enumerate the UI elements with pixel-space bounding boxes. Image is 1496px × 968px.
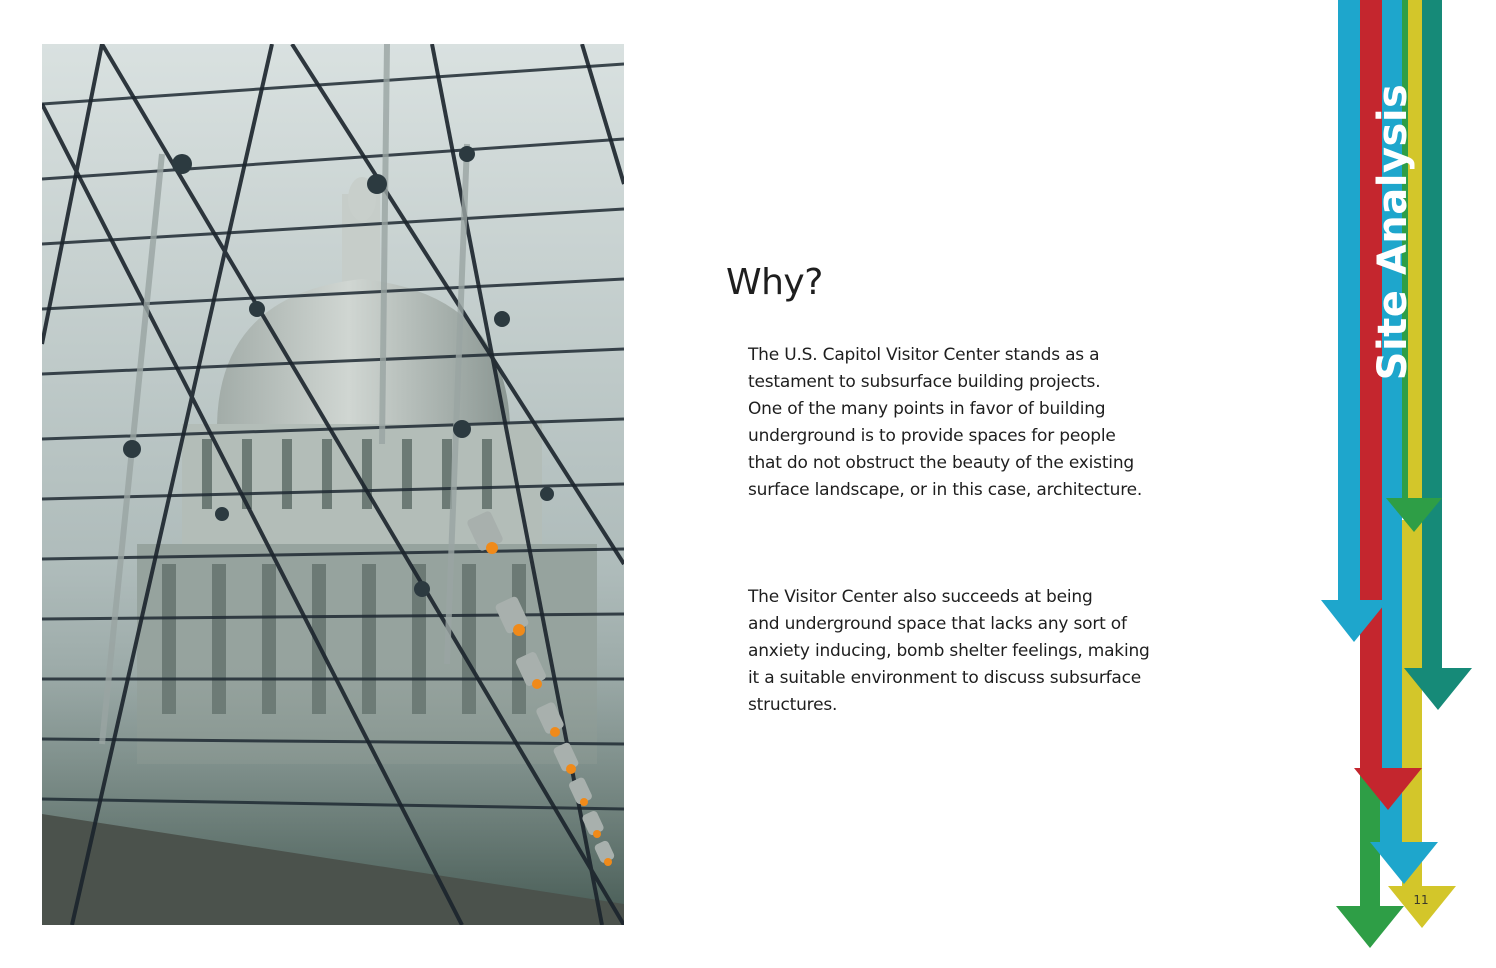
paragraph-2: The Visitor Center also succeeds at being and underground space that lacks any sort of anxiety inducing, bomb shelter feelings, making it a suitable environment to discuss subsurface structures.: [748, 587, 1150, 715]
capitol-dome-photo: [42, 44, 624, 925]
photo-illustration: [42, 44, 624, 925]
arrow-shaft-teal: [1422, 0, 1442, 672]
arrow-head-green: [1336, 906, 1404, 948]
page-heading: Why?: [726, 262, 823, 303]
arrow-head-blue: [1370, 842, 1438, 884]
arrow-shaft-yellow: [1402, 520, 1422, 888]
section-title: Site Analysis: [1370, 83, 1416, 381]
arrow-shaft-blue-left: [1338, 0, 1360, 604]
paragraph-1: The U.S. Capitol Visitor Center stands as a testament to subsurface building projects. One of the many points in favor of building underground is to provide spaces for people that do not obstruct the beauty of the existing surface landscape, or in this case, architecture.: [748, 345, 1143, 500]
page-number: 11: [1413, 893, 1429, 907]
